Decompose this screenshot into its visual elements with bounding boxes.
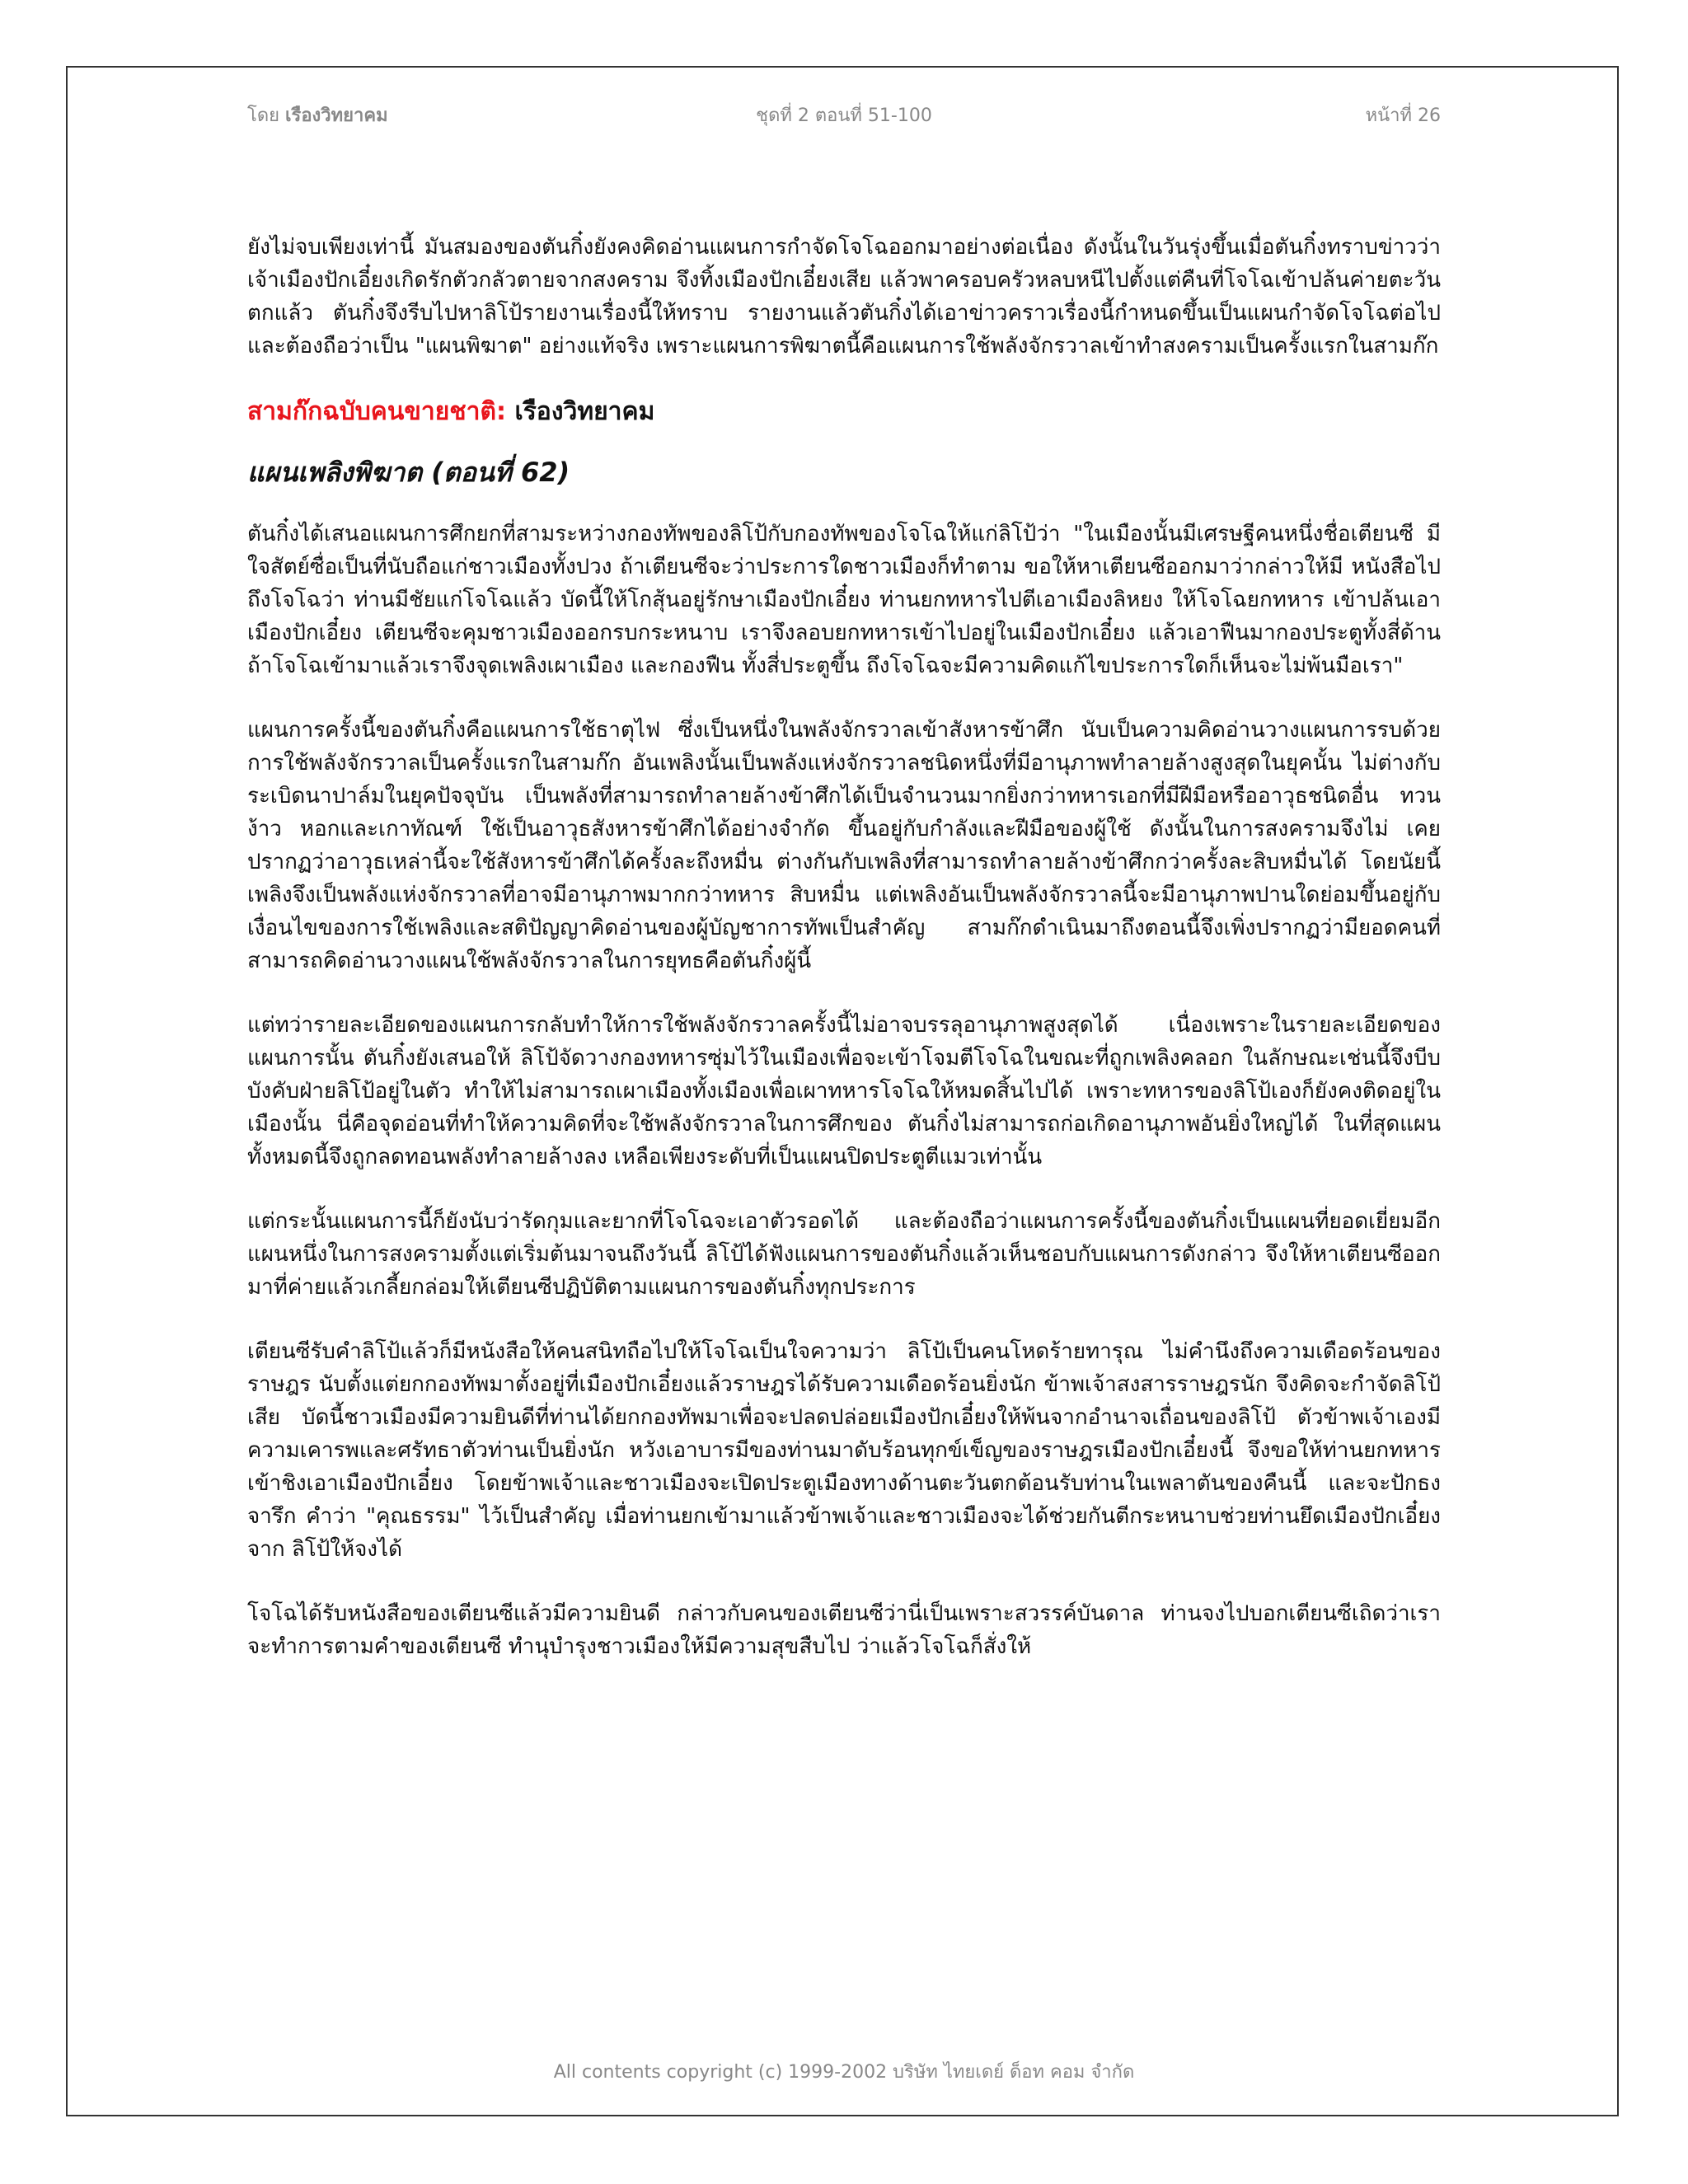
- copyright-footer: All contents copyright (c) 1999-2002 บริษัท ไทยเดย์ ด็อท คอม จำกัด: [553, 2062, 1135, 2083]
- header-author-prefix: โดย: [247, 105, 279, 126]
- running-header: [247, 101, 1441, 130]
- chapter-title: แผนเพลิงพิฆาต (ตอนที่ 62): [247, 457, 570, 488]
- paragraph: ตันกิ๋งได้เสนอแผนการศึกยกที่สามระหว่างกองทัพของลิโป้กับกองทัพของโจโฉให้แก่ลิโป้ว่า "ในเมืองนั้นมีเศรษฐีคนหนึ่งชื่อเตียนซี มีใจสัตย์ซื่อเป็นที่นับถือแก่ชาวเมืองทั้งปวง ถ้าเตียนซีจะว่าประการใดชาวเมืองก็ทำตาม ขอให้หาเตียนซีออกมาว่ากล่าวให้มี หนังสือไปถึงโจโฉว่า ท่านมีชัยแก่โจโฉแล้ว บัดนี้ให้โกสุ้นอยู่รักษาเมืองปักเอี๋ยง ท่านยกทหารไปตีเอาเมืองลิหยง ให้โจโฉยกทหาร เข้าปล้นเอาเมืองปักเอี๋ยง เตียนซีจะคุมชาวเมืองออกรบกระหนาบ เราจึงลอบยกทหารเข้าไปอยู่ในเมืองปักเอี๋ยง แล้วเอาฟืนมากองประตูทั้งสี่ด้าน ถ้าโจโฉเข้ามาแล้วเราจึงจุดเพลิงเผาเมือง และกองฟืน ทั้งสี่ประตูขึ้น ถึงโจโฉจะมีความคิดแก้ไขประการใดก็เห็นจะไม่พ้นมือเรา": [247, 522, 1441, 678]
- paragraph: โจโฉได้รับหนังสือของเตียนซีแล้วมีความยินดี กล่าวกับคนของเตียนซีว่านี่เป็นเพราะสวรรค์บันดาล ท่านจงไปบอกเตียนซีเถิดว่าเรา จะทำการตามคำของเตียนซี ทำนุบำรุงชาวเมืองให้มีความสุขสืบไป ว่าแล้วโจโฉก็สั่งให้: [247, 1601, 1441, 1659]
- paragraph: แผนการครั้งนี้ของตันกิ๋งคือแผนการใช้ธาตุไฟ ซึ่งเป็นหนึ่งในพลังจักรวาลเข้าสังหารข้าศึก นับเป็นความคิดอ่านวางแผนการรบด้วย การใช้พลังจักรวาลเป็นครั้งแรกในสามก๊ก อันเพลิงนั้นเป็นพลังแห่งจักรวาลชนิดหนึ่งที่มีอานุภาพทำลายล้างสูงสุดในยุคนั้น ไม่ต่างกับระเบิดนาปาล์มในยุคปัจจุบัน เป็นพลังที่สามารถทำลายล้างข้าศึกได้เป็นจำนวนมากยิ่งกว่าทหารเอกที่มีฝีมือหรืออาวุธชนิดอื่น ทวน ง้าว หอกและเกาทัณฑ์ ใช้เป็นอาวุธสังหารข้าศึกได้อย่างจำกัด ขึ้นอยู่กับกำลังและฝีมือของผู้ใช้ ดังนั้นในการสงครามจึงไม่ เคยปรากฏว่าอาวุธเหล่านี้จะใช้สังหารข้าศึกได้ครั้งละถึงหมื่น ต่างกันกับเพลิงที่สามารถทำลายล้างข้าศึกกว่าครั้งละสิบหมื่นได้ โดยนัยนี้ เพลิงจึงเป็นพลังแห่งจักรวาลที่อาจมีอานุภาพมากกว่าทหาร สิบหมื่น แต่เพลิงอันเป็นพลังจักรวาลนี้จะมีอานุภาพปานใดย่อมขึ้นอยู่กับเงื่อนไขของการใช้เพลิงและสติปัญญาคิดอ่านของผู้บัญชาการทัพเป็นสำคัญ สามก๊กดำเนินมาถึงตอนนี้จึงเพิ่งปรากฏว่ามียอดคนที่สามารถคิดอ่านวางแผนใช้พลังจักรวาลในการยุทธคือตันกิ๋งผู้นี้: [247, 718, 1441, 973]
- header-author-name: เรืองวิทยาคม: [285, 105, 388, 126]
- series-author: เรืองวิทยาคม: [514, 397, 655, 426]
- series-title: [247, 394, 1441, 430]
- series-name: สามก๊กฉบับคนขายชาติ:: [247, 397, 506, 426]
- paragraph: เตียนซีรับคำลิโป้แล้วก็มีหนังสือให้คนสนิทถือไปให้โจโฉเป็นใจความว่า ลิโป้เป็นคนโหดร้ายทารุณ ไม่คำนึงถึงความเดือดร้อนของราษฎร นับตั้งแต่ยกกองทัพมาตั้งอยู่ที่เมืองปักเอี๋ยงแล้วราษฎรได้รับความเดือดร้อนยิ่งนัก ข้าพเจ้าสงสารราษฎรนัก จึงคิดจะกำจัดลิโป้เสีย บัดนี้ชาวเมืองมีความยินดีที่ท่านได้ยกกองทัพมาเพื่อจะปลดปล่อยเมืองปักเอี๋ยงให้พ้นจากอำนาจเถื่อนของลิโป้ ตัวข้าพเจ้าเองมีความเคารพและศรัทธาตัวท่านเป็นยิ่งนัก หวังเอาบารมีของท่านมาดับร้อนทุกข์เข็ญของราษฎรเมืองปักเอี๋ยงนี้ จึงขอให้ท่านยกทหาร เข้าชิงเอาเมืองปักเอี๋ยง โดยข้าพเจ้าและชาวเมืองจะเปิดประตูเมืองทางด้านตะวันตกต้อนรับท่านในเพลาตันของคืนนี้ และจะปักธงจารึก คำว่า "คุณธรรม" ไว้เป็นสำคัญ เมื่อท่านยกเข้ามาแล้วข้าพเจ้าและชาวเมืองจะได้ช่วยกันตีกระหนาบช่วยท่านยึดเมืองปักเอี๋ยงจาก ลิโป้ให้จงได้: [247, 1339, 1441, 1562]
- article-body: [247, 231, 1441, 1694]
- paragraph: แต่กระนั้นแผนการนี้ก็ยังนับว่ารัดกุมและยากที่โจโฉจะเอาตัวรอดได้ และต้องถือว่าแผนการครั้งนี้ของตันกิ๋งเป็นแผนที่ยอดเยี่ยมอีกแผนหนึ่งในการสงครามตั้งแต่เริ่มต้นมาจนถึงวันนี้ ลิโป้ได้ฟังแผนการของตันกิ๋งแล้วเห็นชอบกับแผนการดังกล่าว จึงให้หาเตียนซีออกมาที่ค่ายแล้วเกลี้ยกล่อมให้เตียนซีปฏิบัติตามแผนการของตันกิ๋งทุกประการ: [247, 1209, 1441, 1300]
- paragraph-intro: ยังไม่จบเพียงเท่านี้ มันสมองของตันกิ๋งยังคงคิดอ่านแผนการกำจัดโจโฉออกมาอย่างต่อเนื่อง ดังนั้นในวันรุ่งขึ้นเมื่อตันกิ๋งทราบข่าวว่าเจ้าเมืองปักเอี๋ยงเกิดรักตัวกลัวตายจากสงคราม จึงทิ้งเมืองปักเอี๋ยงเสีย แล้วพาครอบครัวหลบหนีไปตั้งแต่คืนที่โจโฉเข้าปล้นค่ายตะวันตกแล้ว ตันกิ๋งจึงรีบไปหาลิโป้รายงานเรื่องนี้ให้ทราบ รายงานแล้วตันกิ๋งได้เอาข่าวคราวเรื่องนี้กำหนดขึ้นเป็นแผนกำจัดโจโฉต่อไป และต้องถือว่าเป็น "แผนพิฆาต" อย่างแท้จริง เพราะแผนการพิฆาตนี้คือแผนการใช้พลังจักรวาลเข้าทำสงครามเป็นครั้งแรกในสามก๊ก: [247, 235, 1441, 359]
- header-series-info: ชุดที่ 2 ตอนที่ 51-100: [756, 105, 932, 126]
- header-page-number: หน้าที่ 26: [1365, 105, 1441, 126]
- paragraph: แต่ทว่ารายละเอียดของแผนการกลับทำให้การใช้พลังจักรวาลครั้งนี้ไม่อาจบรรลุอานุภาพสูงสุดได้ เนื่องเพราะในรายละเอียดของแผนการนั้น ตันกิ๋งยังเสนอให้ ลิโป้จัดวางกองทหารซุ่มไว้ในเมืองเพื่อจะเข้าโจมตีโจโฉในขณะที่ถูกเพลิงคลอก ในลักษณะเช่นนี้จึงบีบบังคับฝ่ายลิโป้อยู่ในตัว ทำให้ไม่สามารถเผาเมืองทั้งเมืองเพื่อเผาทหารโจโฉให้หมดสิ้นไปได้ เพราะทหารของลิโป้เองก็ยังคงติดอยู่ในเมืองนั้น นี่คือจุดอ่อนที่ทำให้ความคิดที่จะใช้พลังจักรวาลในการศึกของ ตันกิ๋งไม่สามารถก่อเกิดอานุภาพอันยิ่งใหญ่ได้ ในที่สุดแผนทั้งหมดนี้จึงถูกลดทอนพลังทำลายล้างลง เหลือเพียงระดับที่เป็นแผนปิดประตูตีแมวเท่านั้น: [247, 1013, 1441, 1169]
